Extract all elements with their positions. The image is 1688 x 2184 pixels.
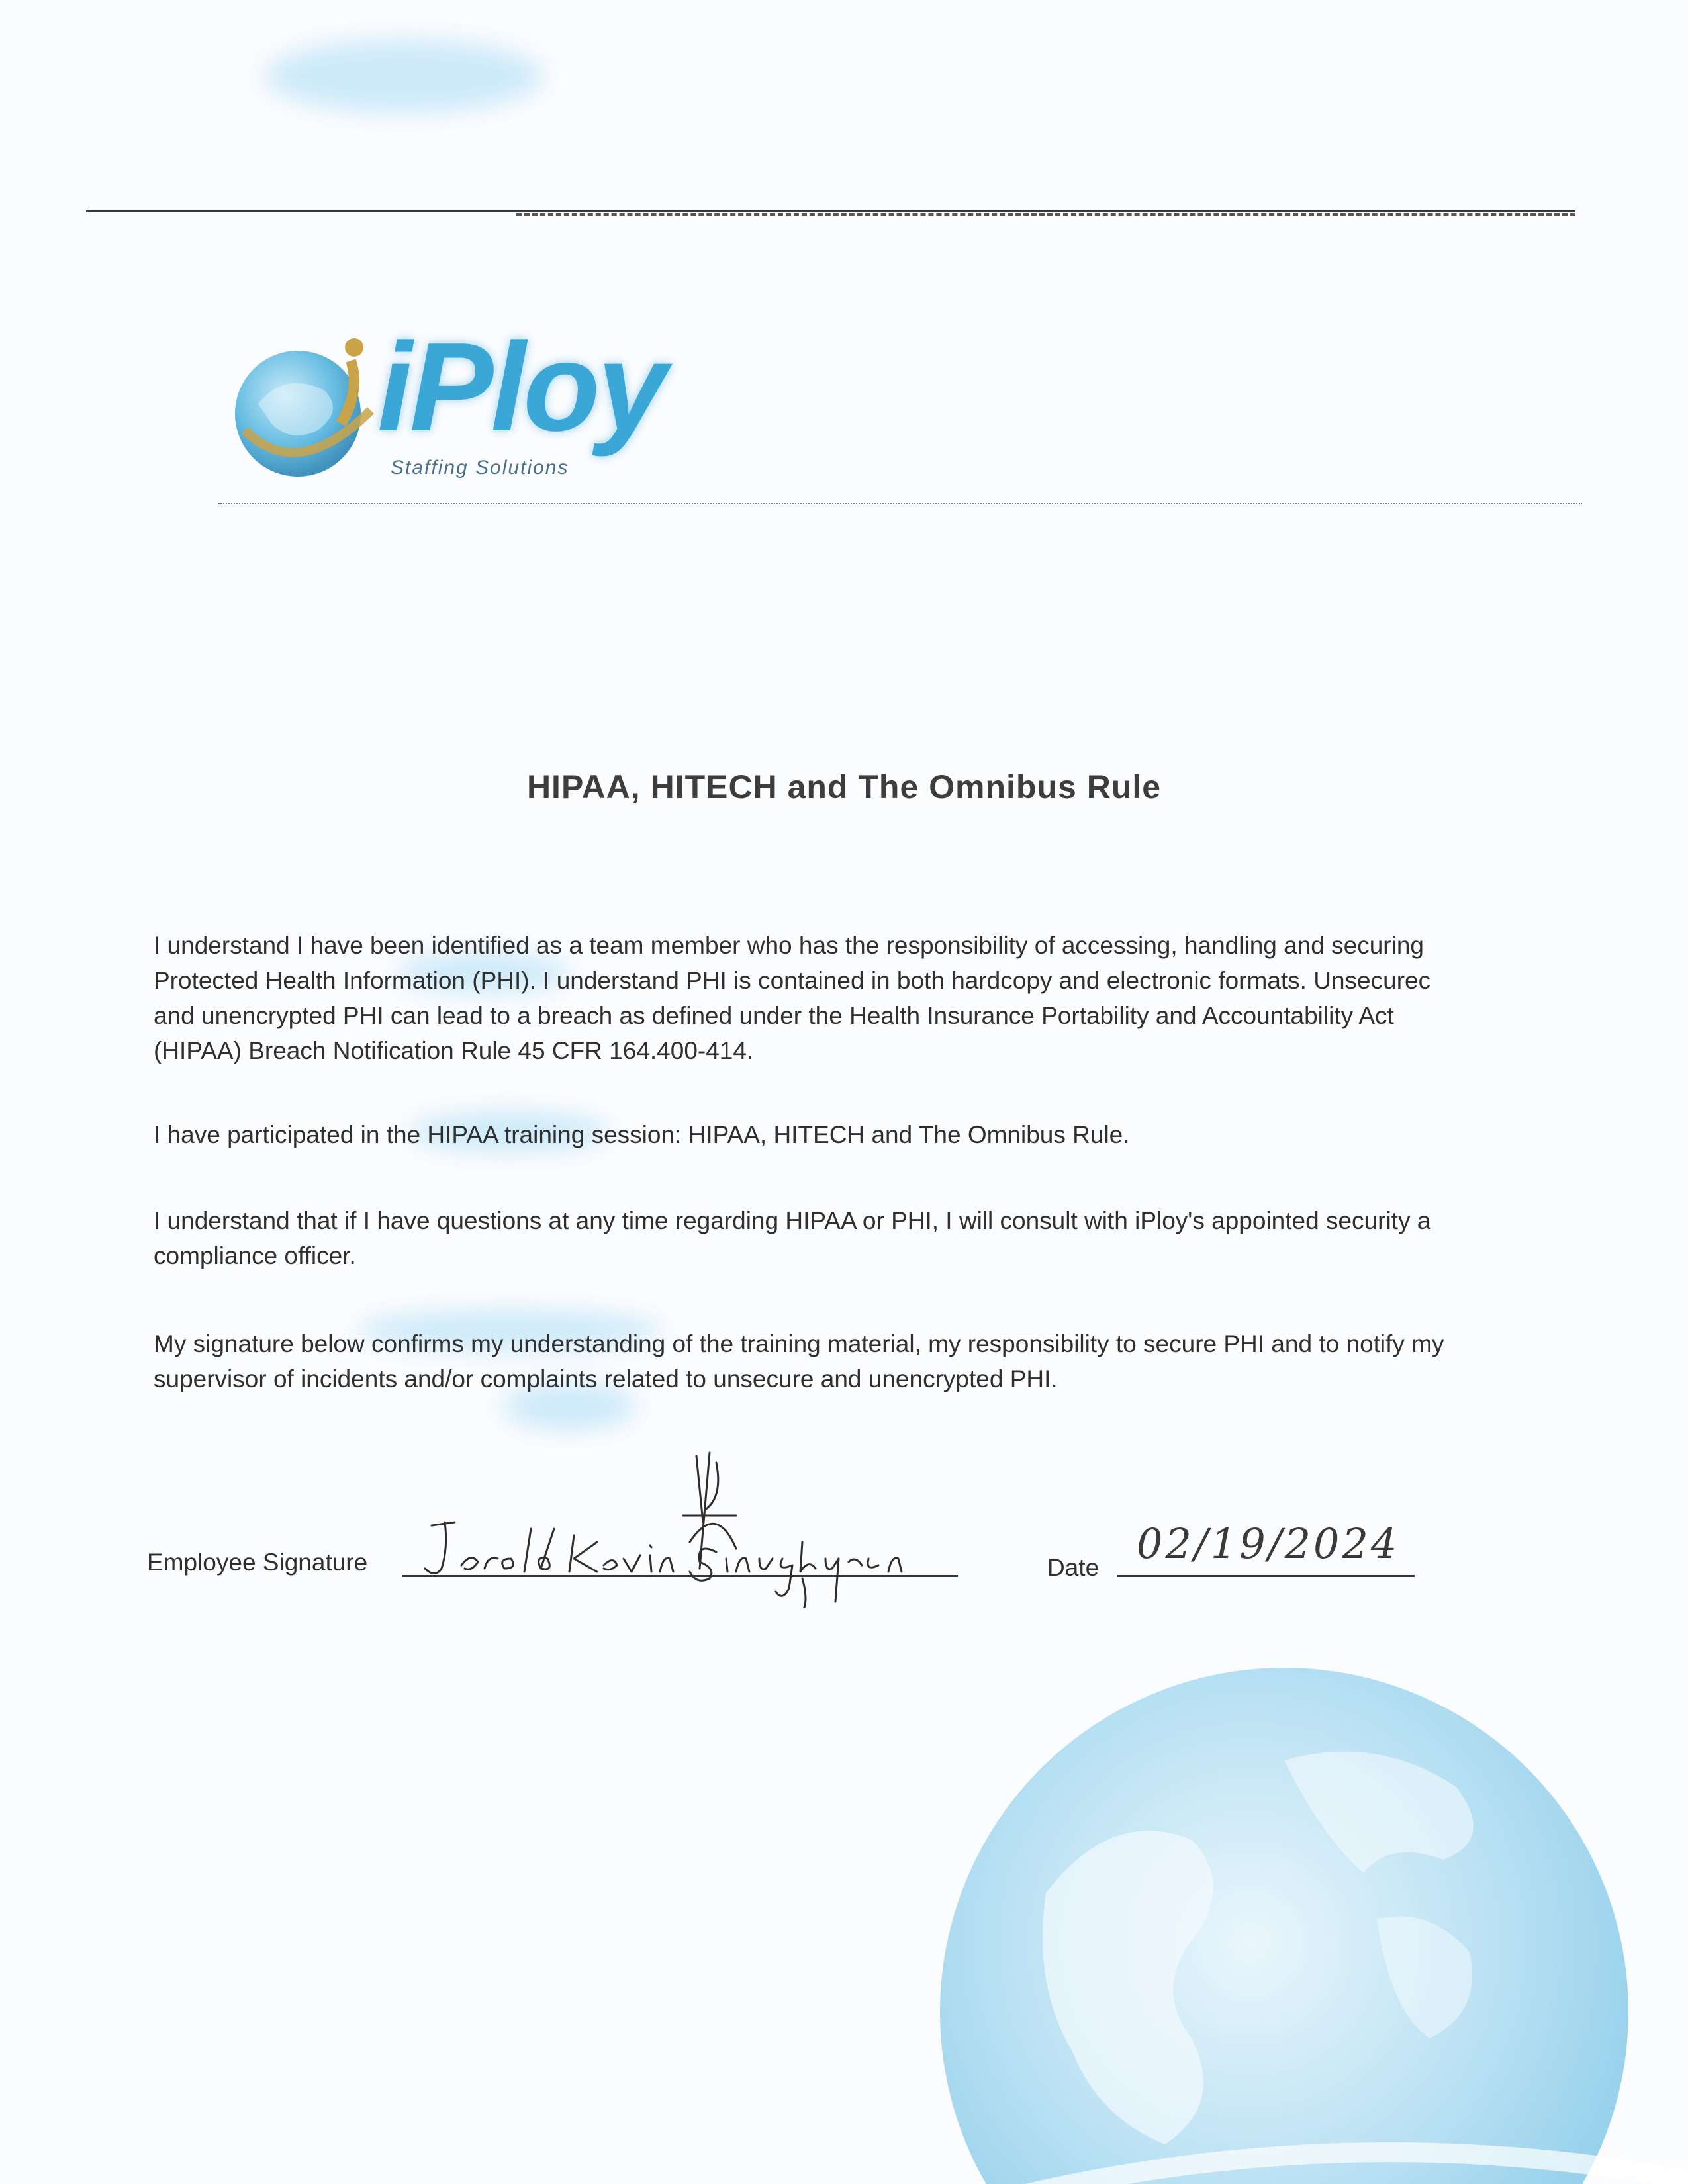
header-rule-dashed bbox=[516, 213, 1575, 216]
scan-smudge bbox=[265, 40, 543, 113]
logo-rule bbox=[218, 503, 1582, 504]
date-value: 02/19/2024 bbox=[1137, 1520, 1400, 1568]
paragraph-training: I have participated in the HIPAA training session: HIPAA, HITECH and The Omnibus Rule. bbox=[154, 1121, 1130, 1148]
signature-block bbox=[147, 1522, 1603, 1602]
logo-tagline: Staffing Solutions bbox=[391, 457, 569, 478]
iploy-logo bbox=[218, 317, 682, 496]
date-label: Date bbox=[1047, 1554, 1100, 1581]
header-rule bbox=[86, 210, 1575, 212]
document-title: HIPAA, HITECH and The Omnibus Rule bbox=[526, 768, 1162, 805]
logo-wordmark: iPloy bbox=[377, 317, 665, 457]
paragraph-confirmation: My signature below confirms my understanding of the training material, my responsibility to secure PHI and to notify my supervisor of incidents and/or complaints related to unsecure and unencrypted PHI. bbox=[154, 1330, 1444, 1392]
paragraph-responsibility: I understand I have been identified as a team member who has the responsibility of accessing, handling and securing Protected Health Information (PHI). I understand PHI is contained in both hardcopy and electronic formats. Unsecurec and unencrypted PHI can lead to a breach as defined under the Health Insurance Portability and Accountability Act (HIPAA) Breach Notification Rule 45 CFR 164.400-414. bbox=[154, 932, 1431, 1064]
date-line bbox=[1117, 1575, 1415, 1577]
signature-label: Employee Signature bbox=[147, 1549, 368, 1576]
globe-logo-icon bbox=[218, 331, 391, 490]
handwritten-signature bbox=[405, 1436, 948, 1608]
paragraph-questions: I understand that if I have questions at any time regarding HIPAA or PHI, I will consult with iPloy's appointed security a compliance officer. bbox=[154, 1207, 1431, 1269]
globe-watermark-icon bbox=[914, 1641, 1688, 2184]
